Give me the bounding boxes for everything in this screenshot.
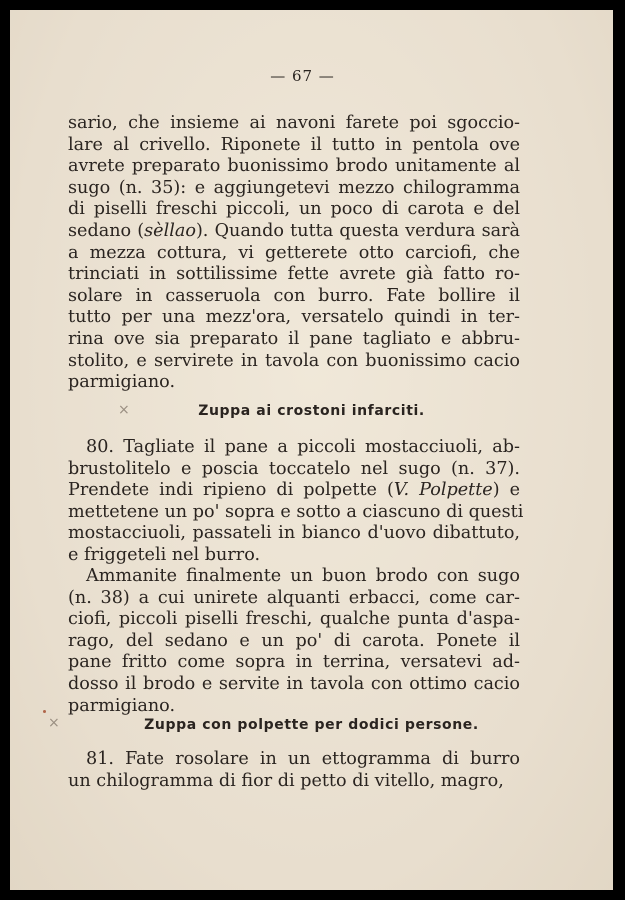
text-line: dosso il brodo e servite in tavola con ottimo cacio bbox=[68, 673, 520, 694]
text-line: rago, del sedano e un po' di carota. Ponete il bbox=[68, 630, 520, 651]
text-line: 81. Fate rosolare in un ettogramma di burro bbox=[86, 749, 520, 769]
text-line: e friggeteli nel burro. bbox=[68, 544, 261, 565]
text-line: lare al crivello. Riponete il tutto in pentola ove bbox=[68, 134, 520, 155]
text-line: (n. 38) a cui unirete alquanti erbacci, come car- bbox=[68, 587, 520, 608]
text-line: sugo (n. 35): e aggiungetevi mezzo chilogramma bbox=[68, 177, 520, 198]
recipe-heading-zuppa-crostoni: Zuppa ai crostoni infarciti. bbox=[198, 403, 425, 419]
recipe-81-paragraph bbox=[68, 749, 520, 792]
text-line: un chilogramma di fior di petto di vitello, magro, bbox=[68, 770, 504, 791]
recipe-80-paragraph-2 bbox=[68, 566, 520, 717]
text-line: tutto per una mezz'ora, versatelo quindi in ter- bbox=[68, 307, 520, 328]
paragraph-continuation bbox=[68, 113, 520, 394]
recipe-heading-zuppa-polpette: Zuppa con polpette per dodici persone. bbox=[144, 717, 479, 733]
margin-mark: × bbox=[48, 715, 60, 731]
text-line: trinciati in sottilissime fette avrete già fatto ro- bbox=[68, 264, 520, 285]
text-line: rina ove sia preparato il pane tagliato e abbru- bbox=[68, 328, 520, 349]
text-line: pane fritto come sopra in terrina, versatevi ad- bbox=[68, 652, 520, 673]
text-line: 80. Tagliate il pane a piccoli mostacciuoli, ab- bbox=[86, 437, 520, 457]
page-number: — 67 — bbox=[270, 67, 335, 85]
text-line: parmigiano. bbox=[68, 372, 176, 393]
text-line: stolito, e servirete in tavola con buonissimo cacio bbox=[68, 350, 520, 371]
text-line: brustolitelo e poscia toccatelo nel sugo (n. 37). bbox=[68, 458, 520, 479]
text-line: Prendete indi ripieno di polpette (V. Polpette) e bbox=[68, 480, 520, 501]
text-line: mettetene un po' sopra e sotto a ciascuno di questi bbox=[68, 501, 524, 522]
margin-mark: × bbox=[118, 402, 130, 418]
text-line: ciofi, piccoli piselli freschi, qualche punta d'aspa- bbox=[68, 609, 520, 630]
text-line: sedano (sèllao). Quando tutta questa verdura sarà bbox=[68, 220, 520, 241]
text-line: a mezza cottura, vi getterete otto carciofi, che bbox=[68, 242, 520, 263]
text-line: parmigiano. bbox=[68, 695, 176, 716]
text-line: mostacciuoli, passateli in bianco d'uovo dibattuto, bbox=[68, 523, 520, 544]
text-line: Ammanite finalmente un buon brodo con sugo bbox=[86, 566, 520, 586]
text-line: di piselli freschi piccoli, un poco di carota e del bbox=[68, 199, 520, 220]
book-page bbox=[10, 10, 613, 890]
text-line: solare in casseruola con burro. Fate bollire il bbox=[68, 285, 520, 306]
recipe-80-paragraph bbox=[68, 437, 524, 567]
ink-spot bbox=[43, 710, 46, 713]
text-line: sario, che insieme ai navoni farete poi sgoccio- bbox=[68, 113, 520, 133]
text-line: avrete preparato buonissimo brodo unitamente al bbox=[68, 156, 520, 177]
